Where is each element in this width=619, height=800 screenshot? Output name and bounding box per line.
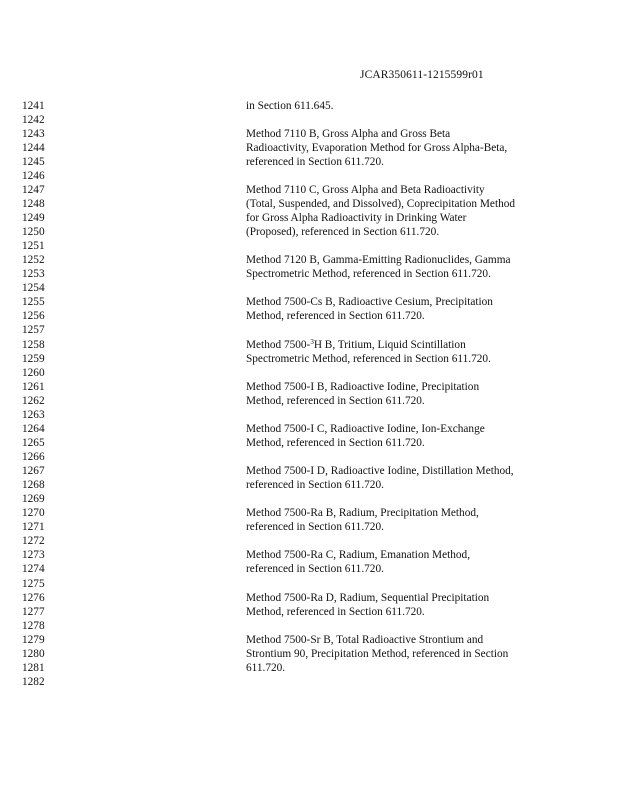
line-number: 1262: [22, 395, 45, 407]
line-text: in Section 611.645.: [246, 100, 334, 112]
line-text: Radioactivity, Evaporation Method for Gross Alpha-Beta,: [246, 142, 508, 154]
line-text: Method 7500-I B, Radioactive Iodine, Precipitation: [246, 381, 480, 393]
document-line: [0, 352, 619, 366]
line-number: 1267: [22, 465, 45, 477]
line-text: referenced in Section 611.720.: [246, 521, 384, 533]
line-text: Method 7500-I C, Radioactive Iodine, Ion-Exchange: [246, 423, 485, 435]
line-number: 1282: [22, 676, 45, 688]
line-number: 1242: [22, 114, 45, 126]
document-line: [0, 183, 619, 197]
document-line: [0, 520, 619, 534]
document-line: [0, 577, 619, 591]
line-text: Method 7500-Sr B, Total Radioactive Strontium and: [246, 634, 484, 646]
line-text: (Proposed), referenced in Section 611.720.: [246, 226, 440, 238]
line-number: 1276: [22, 592, 45, 604]
line-text: referenced in Section 611.720.: [246, 563, 384, 575]
line-number: 1249: [22, 212, 45, 224]
line-text: referenced in Section 611.720.: [246, 156, 384, 168]
line-number: 1277: [22, 606, 45, 618]
line-number: 1272: [22, 535, 45, 547]
document-line: [0, 506, 619, 520]
document-line: [0, 548, 619, 562]
document-line: [0, 225, 619, 239]
document-line: [0, 394, 619, 408]
line-number: 1274: [22, 563, 45, 575]
document-line: [0, 450, 619, 464]
line-number: 1260: [22, 367, 45, 379]
document-line: [0, 239, 619, 253]
document-line: [0, 661, 619, 675]
line-number: 1278: [22, 620, 45, 632]
document-line: [0, 323, 619, 337]
line-text: Spectrometric Method, referenced in Section 611.720.: [246, 268, 491, 280]
line-number: 1244: [22, 142, 45, 154]
line-text-pre: Method 7500-: [246, 339, 311, 351]
document-line: [0, 113, 619, 127]
line-text: Method 7120 B, Gamma-Emitting Radionuclides, Gamma: [246, 254, 511, 266]
line-text: Method 7110 B, Gross Alpha and Gross Beta: [246, 128, 451, 140]
line-number: 1270: [22, 507, 45, 519]
document-line: [0, 253, 619, 267]
line-text: Strontium 90, Precipitation Method, referenced in Section: [246, 648, 509, 660]
document-line: [0, 366, 619, 380]
line-text: Method 7110 C, Gross Alpha and Beta Radioactivity: [246, 184, 485, 196]
document-line: [0, 675, 619, 689]
line-text: for Gross Alpha Radioactivity in Drinking Water: [246, 212, 467, 224]
document-line: [0, 197, 619, 211]
line-number: 1250: [22, 226, 45, 238]
line-number: 1254: [22, 282, 45, 294]
line-number: 1264: [22, 423, 45, 435]
document-id-header: JCAR350611-1215599r01: [360, 69, 484, 81]
line-number: 1252: [22, 254, 45, 266]
document-line: [0, 478, 619, 492]
line-text: (Total, Suspended, and Dissolved), Coprecipitation Method: [246, 198, 516, 210]
line-number: 1251: [22, 240, 45, 252]
document-line: [0, 633, 619, 647]
line-text: [246, 338, 466, 352]
document-line: [0, 408, 619, 422]
line-number: 1241: [22, 100, 45, 112]
document-line: [0, 647, 619, 661]
line-number: 1243: [22, 128, 45, 140]
line-number: 1268: [22, 479, 45, 491]
line-number: 1256: [22, 310, 45, 322]
line-text: Method 7500-Ra C, Radium, Emanation Method,: [246, 549, 471, 561]
line-number: 1280: [22, 648, 45, 660]
line-text: Method 7500-Ra B, Radium, Precipitation Method,: [246, 507, 479, 519]
document-line: [0, 492, 619, 506]
document-line: [0, 464, 619, 478]
line-number: 1261: [22, 381, 45, 393]
line-number: 1253: [22, 268, 45, 280]
document-line: [0, 309, 619, 323]
document-line: [0, 619, 619, 633]
document-line: [0, 605, 619, 619]
line-number: 1255: [22, 296, 45, 308]
line-text: Method, referenced in Section 611.720.: [246, 606, 425, 618]
document-line: [0, 436, 619, 450]
document-line: [0, 534, 619, 548]
line-text-post: H B, Tritium, Liquid Scintillation: [313, 339, 466, 351]
line-number: 1258: [22, 339, 45, 351]
line-number: 1245: [22, 156, 45, 168]
document-line: [0, 380, 619, 394]
document-line: [0, 562, 619, 576]
document-line: [0, 155, 619, 169]
line-text: referenced in Section 611.720.: [246, 479, 384, 491]
line-number: 1269: [22, 493, 45, 505]
line-text: Spectrometric Method, referenced in Section 611.720.: [246, 353, 491, 365]
document-line: [0, 591, 619, 605]
line-number: 1281: [22, 662, 45, 674]
line-number: 1248: [22, 198, 45, 210]
document-line: [0, 99, 619, 113]
line-number: 1275: [22, 578, 45, 590]
document-line: [0, 338, 619, 352]
line-number: 1259: [22, 353, 45, 365]
line-number: 1265: [22, 437, 45, 449]
line-text: Method, referenced in Section 611.720.: [246, 437, 425, 449]
isotope-superscript: 3: [310, 338, 314, 346]
document-line: [0, 295, 619, 309]
line-text: Method, referenced in Section 611.720.: [246, 310, 425, 322]
document-line: [0, 141, 619, 155]
line-text: Method, referenced in Section 611.720.: [246, 395, 425, 407]
document-line: [0, 422, 619, 436]
line-text: Method 7500-I D, Radioactive Iodine, Distillation Method,: [246, 465, 514, 477]
document-line: [0, 211, 619, 225]
line-number: 1273: [22, 549, 45, 561]
line-number: 1263: [22, 409, 45, 421]
document-line: [0, 127, 619, 141]
line-number: 1257: [22, 324, 45, 336]
line-text: Method 7500-Cs B, Radioactive Cesium, Precipitation: [246, 296, 493, 308]
line-text: 611.720.: [246, 662, 286, 674]
document-line: [0, 267, 619, 281]
line-number: 1246: [22, 170, 45, 182]
document-line: [0, 169, 619, 183]
line-number: 1266: [22, 451, 45, 463]
line-number: 1271: [22, 521, 45, 533]
document-line: [0, 281, 619, 295]
line-number: 1279: [22, 634, 45, 646]
line-number: 1247: [22, 184, 45, 196]
line-text: Method 7500-Ra D, Radium, Sequential Precipitation: [246, 592, 490, 604]
